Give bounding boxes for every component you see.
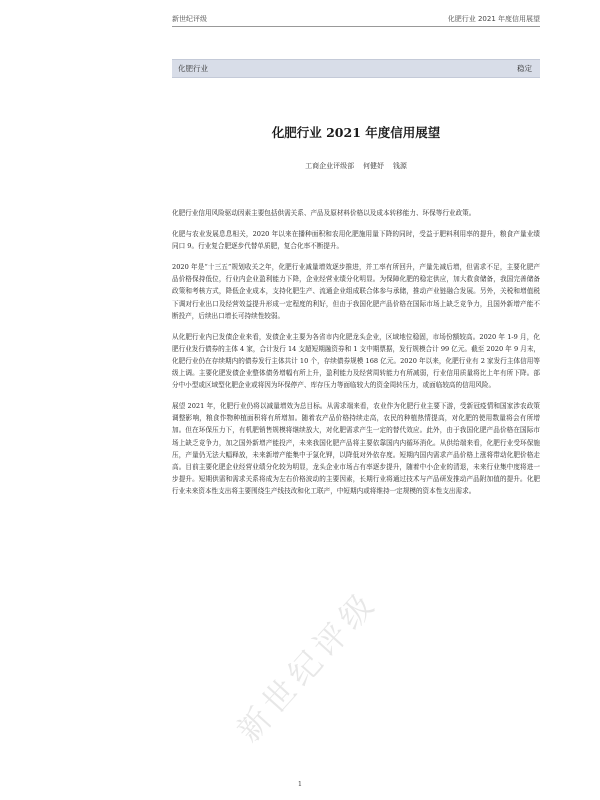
banner-industry-label: 化肥行业 xyxy=(178,64,208,73)
paragraph: 2020 年是“十三五”规划收关之年，化肥行业减量增效逐步推进，并工率有所回升，产量先减后增，但需求不足，主要化肥产品价格保持低位，行业内企业盈利能力下降，企业经营业绩分化明显。为保障化肥的稳定供应，加大救食储备，我国完善储备政策和考核方式，降低企业成本，支持化肥生产、流通企业组成联合体参与承储，推动产业链融合发展。另外，关税和增值税下调对行业出口及经营效益提升形成一定程度的利好，但由于我国化肥产品价格在国际市场上缺乏竞争力，且国外新增产能不断投产，后续出口增长可持续性较弱。 xyxy=(172,263,540,320)
header-report-title: 化肥行业 2021 年度信用展望 xyxy=(447,15,540,23)
watermark: 新世纪评级 xyxy=(229,582,385,750)
paragraph: 化肥与农业发展息息相关，2020 年以来在播种面积和农用化肥施用量下降的同时，受益于肥料利用率的提升，粮食产量业绩同口 9。行业复合肥逐步代替单质肥，复合化率不断提升。 xyxy=(172,230,540,251)
paragraph: 从化肥行业内已发债企业来看，发债企业主要为各省市内化肥龙头企业，区域地位稳固，市场份额较高。2020 年 1-9 月，化肥行业发行债券的主体 4 家，合计发行 14 支超短期融资券和 1 支中期票据，发行规模合计 99 亿元。截至 2020 年 9 月末，化肥行业仍在存续期内的债券发行主体共计 10 个，存续债券规模 168 亿元。2020 年以来，化肥行业有 2 家发行主体信用等级上调。主要化肥发债企业整体债务增幅有所上升，盈利能力及经营周转能力有所减弱，行业信用质量将比上年有所下降。部分中小型或区域型化肥企业或将因为环保停产、库存压力等面临较大的资金周转压力，或面临较高的信用风险。 xyxy=(172,332,541,390)
paragraph: 展望 2021 年，化肥行业仍将以减量增效为总目标。从需求端来看，农业作为化肥行业主要下游，受新冠疫情和国家涉农政策调整影响，粮食作物种植面积将有所增加。随着农产品价格持续走高，农民的种植热情提高，对化肥的使用数量将会有所增加。但在环保压力下，有机肥销售规模将继续放大，对化肥需求产生一定的替代效应。此外，由于我国化肥产品价格在国际市场上缺乏竞争力，加之国外新增产能投产，未来我国化肥产品将主要依靠国内内循环消化。从供给端来看，化肥行业受环保施压，产量仍无法大幅释放，未来新增产能集中于氯化钾，以降低对外依存度。短期内国内需求产品价格上涨将带动化肥价格走高。目前主要化肥企业经营业绩分化较为明显，龙头企业市场占有率逐步提升，随着中小企业的清退，未来行业集中度将进一步提升。短期供需和需求关系将成为左右价格波动的主要因素，长期行业将通过技术与产品研发推动产品附加值的提升。化肥行业未来资本性支出将主要围绕生产线技改和化工联产，中短期内或将维持一定规模的资本性支出需求。 xyxy=(172,402,540,495)
document-title: 化肥行业 2021 年度信用展望 xyxy=(271,125,441,140)
header-divider xyxy=(172,26,540,27)
paragraph: 化肥行业信用风险驱动因素主要包括供需关系、产品及原材料价格以及成本转移能力、环保等行业政策。 xyxy=(172,209,476,217)
header-org-name: 新世纪评级 xyxy=(172,15,207,23)
banner-outlook-label: 稳定 xyxy=(517,64,532,73)
authors-line: 工商企业评级部 何健妤 钱源 xyxy=(305,162,407,170)
section-banner xyxy=(172,59,540,78)
page-number: 1 xyxy=(297,780,303,788)
report-body xyxy=(172,207,540,506)
